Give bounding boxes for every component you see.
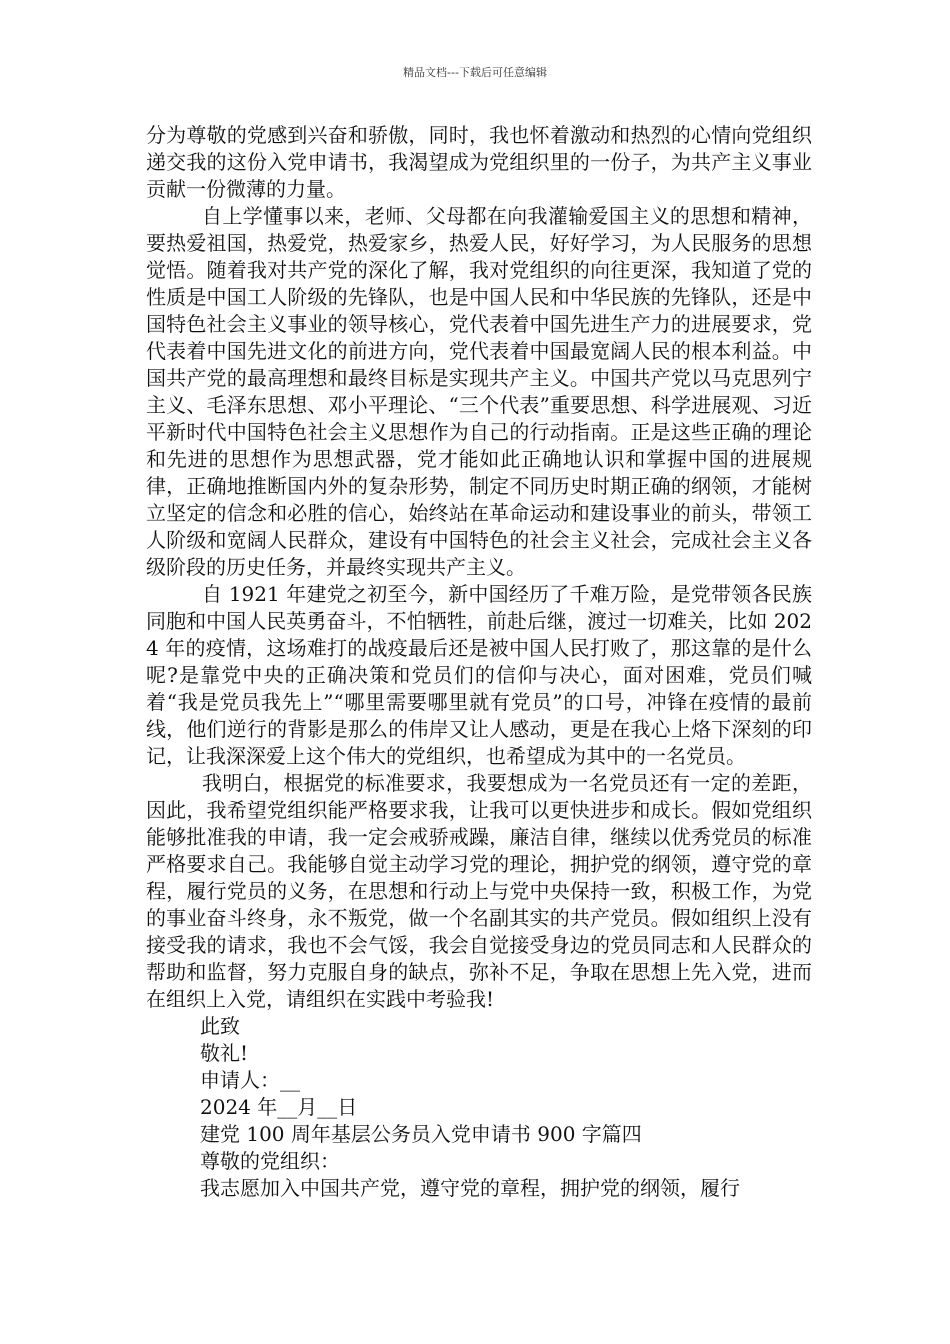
paragraph-1: 分为尊敬的党感到兴奋和骄傲，同时，我也怀着激动和热烈的心情向党组织递交我的这份入党申请书，我渴望成为党组织里的一份子，为共产主义事业贡献一份微薄的力量。 xyxy=(146,123,812,201)
closing-cizhi: 此致 xyxy=(200,1014,240,1038)
next-section-title: 建党 100 周年基层公务员入党申请书 900 字篇四 xyxy=(200,1122,642,1146)
paragraph-3: 自 1921 年建党之初至今，新中国经历了千难万险，是党带领各民族同胞和中国人民英勇奋斗，不怕牺牲，前赴后继，渡过一切难关，比如 2024 年的疫情，这场难打的战疫最后还是被中国人民打败了，那这靠的是什么呢?是靠党中央的正确决策和党员们的信仰与决心，面对困难，党员们喊着“我是党员我先上”“哪里需要哪里就有党员”的口号，冲锋在疫情的最前线，他们逆行的背影是那么的伟岸又让人感动，更是在我心上烙下深刻的印记，让我深深爱上这个伟大的党组织，也希望成为其中的一名党员。 xyxy=(146,582,812,768)
next-section-opening: 我志愿加入中国共产党，遵守党的章程，拥护党的纲领，履行 xyxy=(200,1176,740,1200)
applicant-line: 申请人：__ xyxy=(200,1068,300,1092)
salutation-line: 尊敬的党组织： xyxy=(200,1149,340,1173)
closing-jingli: 敬礼! xyxy=(200,1041,249,1065)
paragraph-4: 我明白，根据党的标准要求，我要想成为一名党员还有一定的差距，因此，我希望党组织能严格要求我，让我可以更快进步和成长。假如党组织能够批准我的申请，我一定会戒骄戒躁，廉洁自律，继续以优秀党员的标准严格要求自己。我能够自觉主动学习党的理论，拥护党的纲领，遵守党的章程，履行党员的义务，在思想和行动上与党中央保持一致，积极工作，为党的事业奋斗终身，永不叛党，做一个名副其实的共产党员。假如组织上没有接受我的请求，我也不会气馁，我会自觉接受身边的党员同志和人民群众的帮助和监督，努力克服自身的缺点，弥补不足，争取在思想上先入党，进而在组织上入党，请组织在实践中考验我! xyxy=(146,771,812,1011)
document-body xyxy=(146,122,812,1202)
paragraph-2: 自上学懂事以来，老师、父母都在向我灌输爱国主义的思想和精神，要热爱祖国，热爱党，热爱家乡，热爱人民，好好学习，为人民服务的思想觉悟。随着我对共产党的深化了解，我对党组织的向往更深，我知道了党的性质是中国工人阶级的先锋队，也是中国人民和中华民族的先锋队，还是中国特色社会主义事业的领导核心，党代表着中国先进生产力的进展要求，党代表着中国先进文化的前进方向，党代表着中国最宽阔人民的根本利益。中国共产党的最高理想和最终目标是实现共产主义。中国共产党以马克思列宁主义、毛泽东思想、邓小平理论、“三个代表”重要思想、科学进展观、习近平新时代中国特色社会主义思想作为自己的行动指南。正是这些正确的理论和先进的思想作为思想武器，党才能如此正确地认识和掌握中国的进展规律，正确地推断国内外的复杂形势，制定不同历史时期正确的纲领，才能树立坚定的信念和必胜的信心，始终站在革命运动和建设事业的前头，带领工人阶级和宽阔人民群众，建设有中国特色的社会主义社会，完成社会主义各级阶段的历史任务，并最终实现共产主义。 xyxy=(146,204,812,579)
date-line: 2024 年__月__日 xyxy=(200,1095,358,1119)
page-header: 精品文档---下载后可任意编辑 xyxy=(403,66,547,79)
